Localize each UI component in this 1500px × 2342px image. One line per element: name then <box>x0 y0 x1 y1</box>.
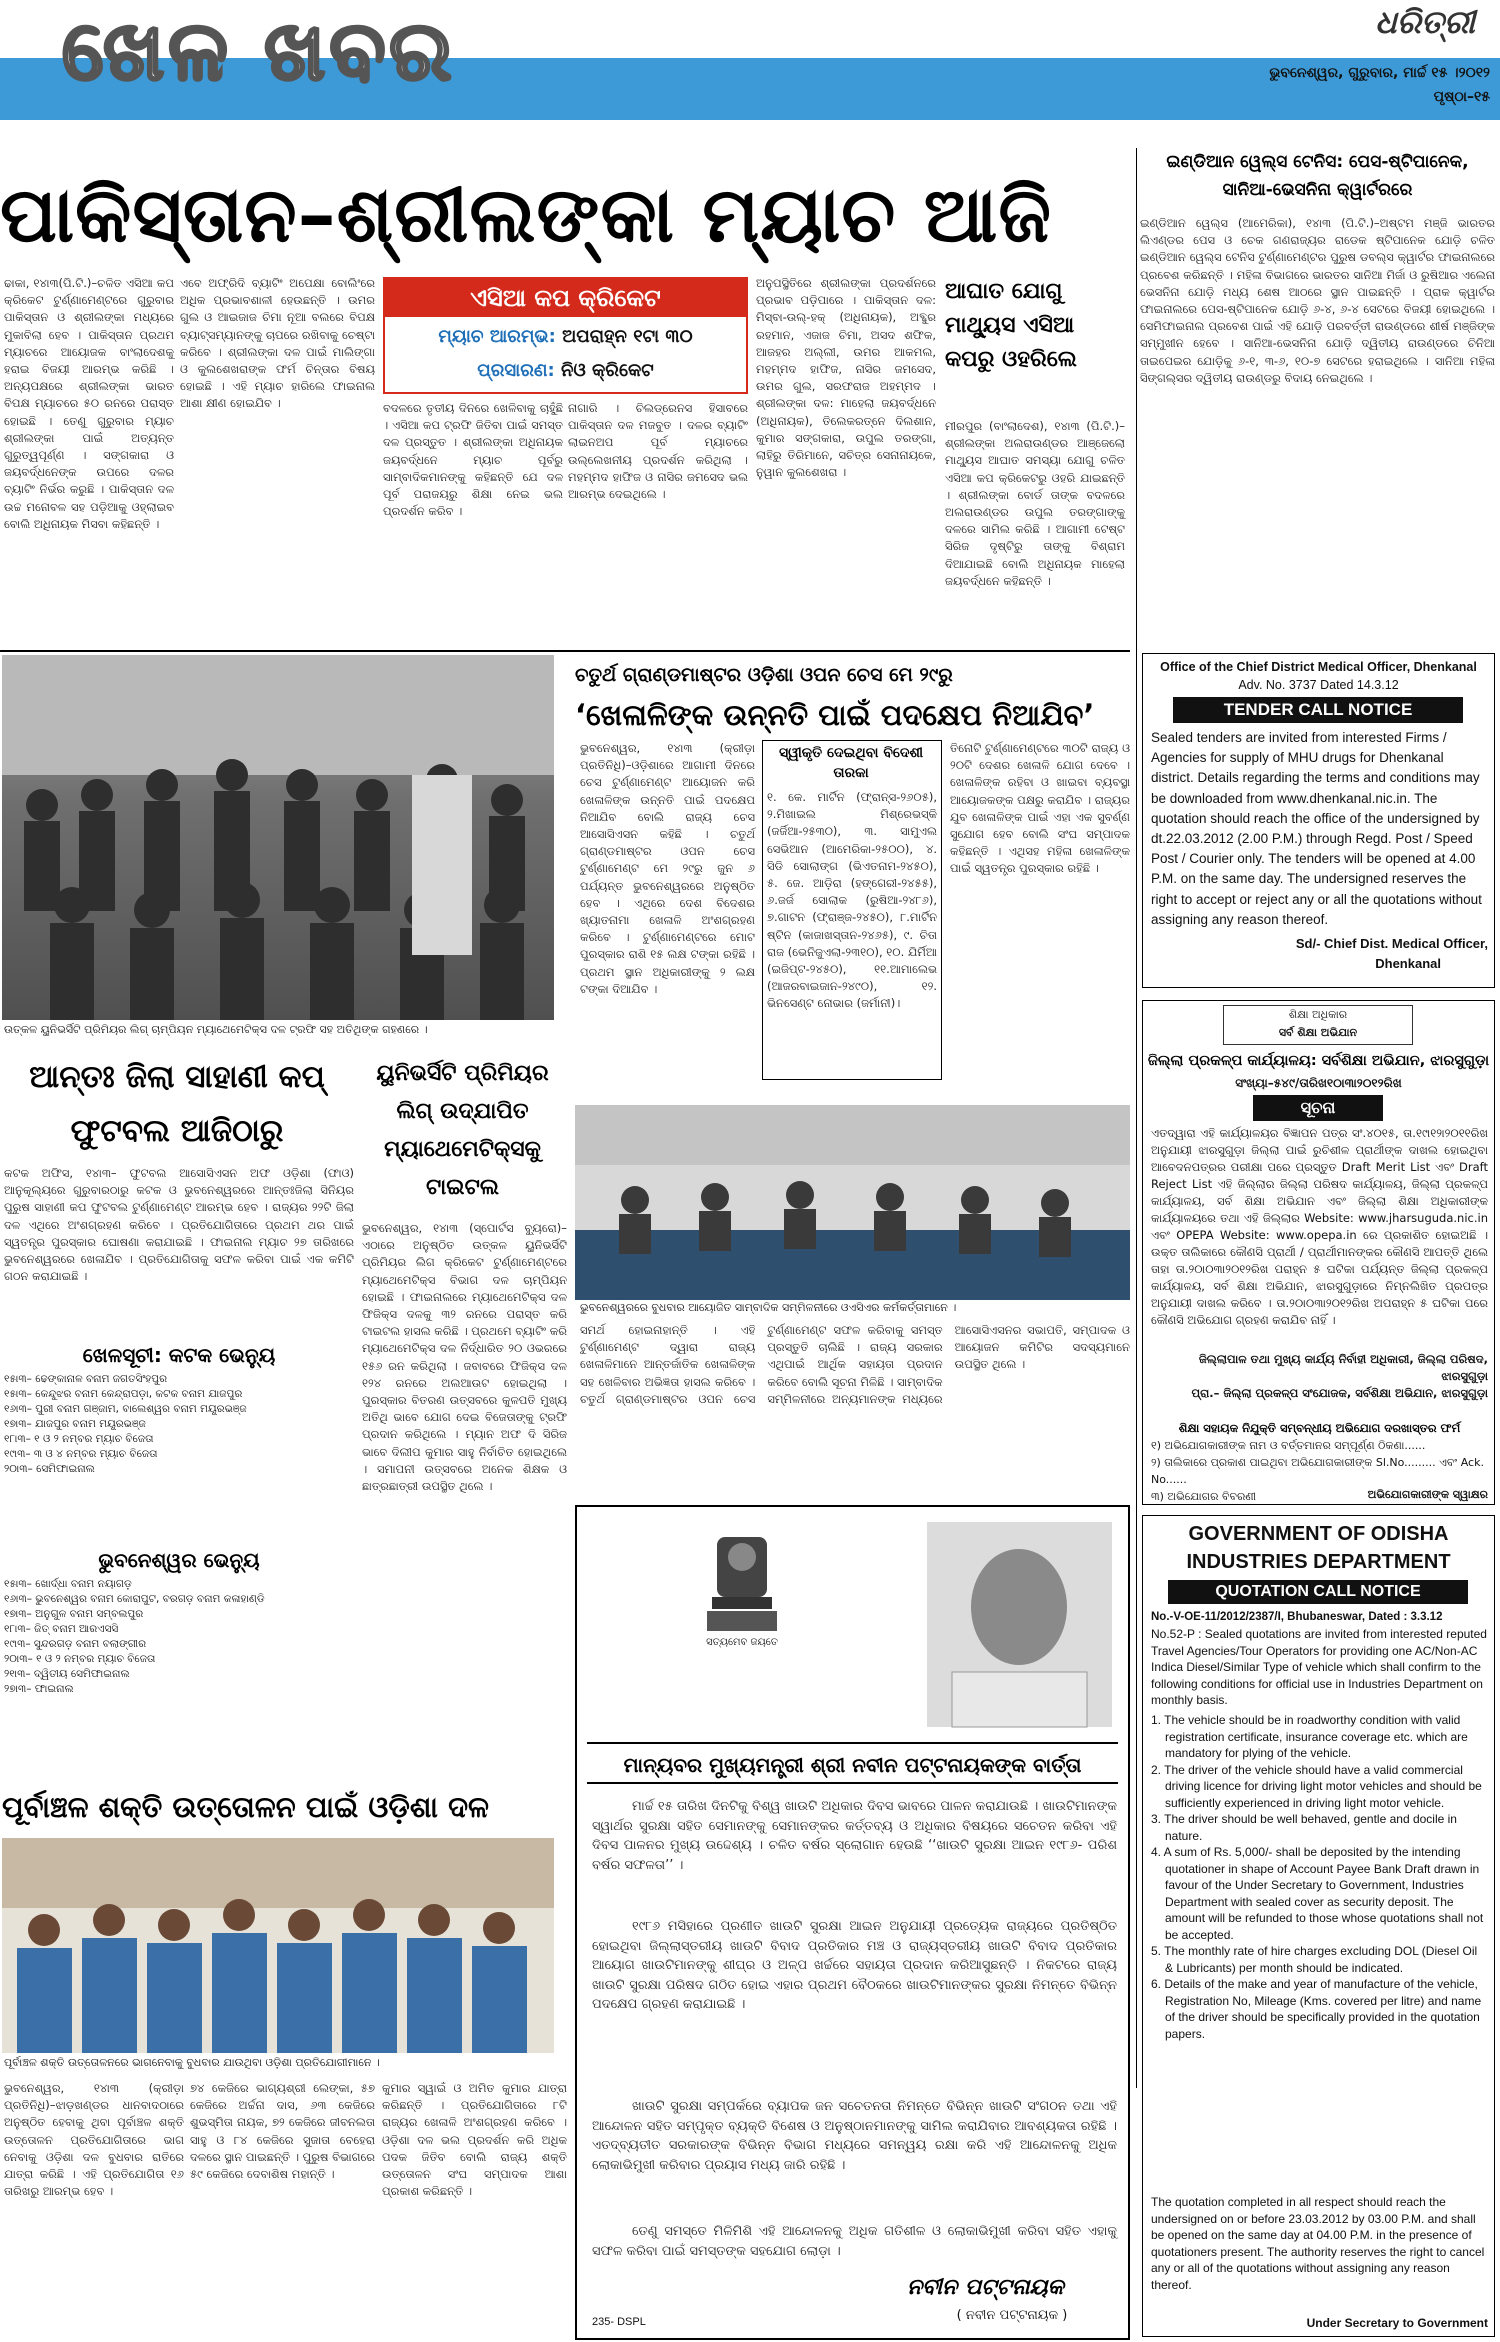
list-item: ୧୭ା୩– ଅନୁଗୁଳ ବନାମ ସମ୍ବଲପୁର <box>4 1608 144 1620</box>
tender-sign-1: Sd/- Chief Dist. Medical Officer, <box>1295 936 1488 951</box>
ssa-logo <box>1223 1005 1413 1045</box>
venue2-title: ଭୁବନେଶ୍ୱର ଭେନ୍ୟୁ <box>98 1548 260 1572</box>
list-item: ୨୦ା୩– ସେମିଫାଇନାଲ <box>4 1463 95 1475</box>
eastern-col3: କୁମାର ସ୍ୱାଇଁ ଓ ଅମିତ କୁମାର ଯାତ୍ରା କରିଛନ୍ତି । ପ୍ରତିଯୋଗିତାରେ ୮ଟି ରାଜ୍ୟର ଖେଳାଳି ଅଂଶଗ୍ରହଣ କରିବେ । ଓଡ଼ିଶା ଦଳ ଭଲ ପ୍ରଦର୍ଶନ କରି ଅଧିକ ପଦକ ଜିତିବ ବୋଲି ରାଜ୍ୟ ଶକ୍ତି ଉତ୍ତୋଳନ ସଂଘ ସମ୍ପାଦକ ଆଶା ପ୍ରକାଶ କରିଛନ୍ତି । <box>382 2081 567 2199</box>
cm-message-ad <box>575 1505 1130 2340</box>
list-item: ୧୬ା୩– ଭୁବନେଶ୍ୱର ବନାମ କୋରାପୁଟ, ବରଗଡ଼ ବନାମ କଳାହାଣ୍ଡି <box>4 1593 265 1605</box>
list-item: ୧୫ା୩– ଢେଙ୍କାନାଳ ବନାମ ଜଗତସିଂହପୁର <box>4 1373 168 1385</box>
cup-box-broadcast <box>385 355 746 387</box>
quotation-sign: Under Secretary to Government <box>1306 2316 1488 2330</box>
cup-box-start <box>385 321 746 353</box>
football-body: କଟକ ଅଫିସ, ୧୪ା୩– ଫୁଟବଲ ଆସୋସିଏସନ ଅଫ ଓଡ଼ିଶା (ଫାଓ) ଆନୁକୂଲ୍ୟରେ ଗୁରୁବାରଠାରୁ କଟକ ଓ ଭୁବନେଶ୍ୱରରେ ଆନ୍ତଃଜିଲା ସିନିୟର ପୁରୁଷ ସାହାଣୀ କପ ଫୁଟବଲ ଟୁର୍ଣ୍ଣାମେଣ୍ଟ ଆରମ୍ଭ ହେବ । ରାଜ୍ୟର ୨୨ଟି ଜିଲା ଦଳ ଏଥିରେ ଅଂଶଗ୍ରହଣ କରିବେ । ପ୍ରତିଯୋଗିତାରେ ପ୍ରଥମ ଥର ପାଇଁ ସ୍ୱତନ୍ତ୍ର ପୁରସ୍କାର ଘୋଷଣା କରାଯାଇଛି । ଫାଇନାଲ ମ୍ୟାଚ ୨୭ ତାରିଖରେ ଭୁବନେଶ୍ୱରରେ ଖେଳାଯିବ । ପ୍ରତିଯୋଗିତାକୁ ସଫଳ କରିବା ପାଇଁ ଏକ କମିଟି ଗଠନ କରାଯାଇଛି । <box>4 1166 354 1284</box>
tender-office: Office of the Chief District Medical Officer, Dhenkanal <box>1160 660 1477 674</box>
lead-body-col1: ଢାକା, ୧୪ା୩(ପି.ଟି.)–ଚଳିତ ଏସିଆ କପ କ୍ରିକେଟ ଟୁର୍ଣ୍ଣାମେଣ୍ଟରେ ଗୁରୁବାର ପାକିସ୍ତାନ ଓ ଶ୍ରୀଲଙ୍କା ମଧ୍ୟରେ ମୁକାବିଲା ହେବ । ପାକିସ୍ତାନ ପ୍ରଥମ ମ୍ୟାଚରେ ଆୟୋଜକ ବାଂଲାଦେଶକୁ ହରାଇ ବିଜୟୀ ଆରମ୍ଭ କରିଛି । ଅନ୍ୟପକ୍ଷରେ ଶ୍ରୀଲଙ୍କା ଭାରତ ବିପକ୍ଷ ମ୍ୟାଚରେ ୫୦ ରନରେ ପରାସ୍ତ ହୋଇଛି । ତେଣୁ ଗୁରୁବାର ମ୍ୟାଚ ଶ୍ରୀଲଙ୍କା ପାଇଁ ଅତ୍ୟନ୍ତ ଗୁରୁତ୍ୱପୂର୍ଣ୍ଣ । ସଙ୍ଗକାରା ଓ ଜୟବର୍ଦ୍ଧନେଙ୍କ ଉପରେ ଦଳର ବ୍ୟାଟିଂ ନିର୍ଭର କରୁଛି । ପାକିସ୍ତାନ ଦଳ ଉଚ୍ଚ ମନୋବଳ ସହ ପଡ଼ିଆକୁ ଓହ୍ଲାଇବ ବୋଲି ଅଧିନାୟକ ମିସବା କହିଛନ୍ତି । <box>4 276 174 531</box>
masthead <box>0 0 1500 125</box>
venue2-list <box>4 1577 354 1757</box>
dateline: ଭୁବନେଶ୍ୱର, ଗୁରୁବାର, ମାର୍ଚ୍ଚ ୧୫ ।୨୦୧୨ <box>1269 65 1490 81</box>
champions-photo-figures <box>2 655 554 1020</box>
eastern-caption: ପୂର୍ବାଞ୍ଚଳ ଶକ୍ତି ଉତ୍ତୋଳନରେ ଭାଗନେବାକୁ ବୁଧବାର ଯାଉଥିବା ଓଡ଼ିଶା ପ୍ରତିଯୋଗୀମାନେ । <box>4 2056 380 2069</box>
brand-logo: ଧରିତ୍ରୀ <box>1375 3 1475 41</box>
list-item: ୧୯ା୩– ସୁନ୍ଦରଗଡ଼ ବନାମ ବଲାଙ୍ଗୀର <box>4 1638 147 1650</box>
list-item: 5. The monthly rate of hire charges excluding DOL (Diesel Oil & Lubricants) per month should be indicated. <box>1151 1944 1478 1975</box>
ssa-form-title: ଶିକ୍ଷା ସହାୟକ ନିଯୁକ୍ତି ସମ୍ବନ୍ଧୀୟ ଅଭିଯୋଗ ଦରଖାସ୍ତର ଫର୍ମ <box>1178 1421 1461 1435</box>
cm-headline: ମାନ୍ୟବର ମୁଖ୍ୟମନ୍ତ୍ରୀ ଶ୍ରୀ ନବୀନ ପଟ୍ଟନାୟକଙ୍କ ବାର୍ତ୍ତା <box>587 1742 1118 1784</box>
lead-body-col5: ଅନୁପସ୍ଥିତିରେ ଶ୍ରୀଲଙ୍କା ପ୍ରଦର୍ଶନରେ ପ୍ରଭାବ ପଡ଼ିପାରେ । ପାକିସ୍ତାନ ଦଳ: ମିସ୍‌ବା-ଉଲ୍‌-ହକ୍ (ଅଧିନାୟକ), ଅବ୍ଦୁର ରହମାନ, ଏଜାଜ ଚିମା, ଅସଦ ଶଫିକ, ଆଜହର ଅଲ୍ଲୀ, ଉମର ଆକମଲ, ମହମ୍ମଦ ହାଫିଜ, ନାସିର ଜମସେଦ, ଉମର ଗୁଲ, ସରଫରାଜ ଅହମ୍ମଦ । ଶ୍ରୀଲଙ୍କା ଦଳ: ମାହେଲା ଜୟବର୍ଦ୍ଧନେ (ଅଧିନାୟକ), ତିଲେକରତ୍ନେ ଦିଲଶାନ, କୁମାର ସଙ୍ଗକାରା, ଉପୁଲ ତରଙ୍ଗା, ଲାହିରୁ ତିରିମାନେ, ସଚିତ୍ର ସେନାନାୟକେ, ନୁୱାନ କୁଲଶେଖରା । <box>756 276 936 480</box>
foreign-stars-title: ସ୍ୱୀକୃତି ଦେଇଥିବା ବିଦେଶୀ ତାରକା <box>779 745 923 781</box>
eastern-team-photo <box>2 1838 554 2053</box>
team-photo-figures <box>2 1838 554 2053</box>
divider <box>1136 148 1137 2088</box>
venue1-title: ଖେଳସୂଚୀ: କଟକ ଭେନ୍ୟୁ <box>82 1343 276 1367</box>
quotation-govt: GOVERNMENT OF ODISHA <box>1188 1523 1449 1545</box>
matthews-body: ମୀରପୁର (ବାଂଲାଦେଶ), ୧୪ା୩ (ପି.ଟି.)–ଶ୍ରୀଲଙ୍କା ଅଲରାଉଣ୍ଡର ଆଞ୍ଜେଲୋ ମାଥ୍ୟୁସ ଆଘାତ ସମସ୍ୟା ଯୋଗୁ ଚଳିତ ଏସିଆ କପ କ୍ରିକେଟରୁ ଓହରି ଯାଇଛନ୍ତି । ଶ୍ରୀଲଙ୍କା ବୋର୍ଡ ତାଙ୍କ ବଦଳରେ ଅଲରାଉଣ୍ଡର ଉପୁଲ ତରଙ୍ଗାଙ୍କୁ ଦଳରେ ସାମିଲ କରିଛି । ଆଗାମୀ ଟେଷ୍ଟ ସିରିଜ ଦୃଷ୍ଟିରୁ ତାଙ୍କୁ ବିଶ୍ରାମ ଦିଆଯାଇଛି ବୋଲି ଅଧିନାୟକ ମାହେଲା ଜୟବର୍ଦ୍ଧନେ କହିଛନ୍ତି । <box>945 419 1125 588</box>
list-item: ୨୧ା୩– ଦ୍ୱିତୀୟ ସେମିଫାଇନାଲ <box>4 1668 130 1680</box>
page-number: ପୃଷ୍ଠା–୧୫ <box>1433 89 1490 105</box>
emblem-icon <box>697 1527 787 1652</box>
champions-photo <box>2 655 554 1020</box>
list-item: ୧୯ା୩– ୩ ଓ ୪ ନମ୍ବର ମ୍ୟାଚ ବିଜେତା <box>4 1448 158 1460</box>
tender-adv-no: Adv. No. 3737 Dated 14.3.12 <box>1238 678 1399 692</box>
cm-signer: ( ନବୀନ ପଟ୍ଟନାୟକ ) <box>956 2308 1068 2323</box>
ssa-notice-label: ସୂଚନା <box>1253 1095 1383 1121</box>
lead-headline: ପାକିସ୍ତାନ–ଶ୍ରୀଲଙ୍କା ମ୍ୟାଚ ଆଜି <box>0 170 1052 259</box>
portrait-graphic <box>927 1522 1112 1727</box>
venue1-list <box>4 1372 354 1572</box>
grandmaster-lower: ସମର୍ଥ ହୋଇନାହାନ୍ତି । ଏହି ଟୁର୍ଣ୍ଣାମେଣ୍ଟ ଦ୍ୱାରା ରାଜ୍ୟ ଖେଳାଳିମାନେ ଆନ୍ତର୍ଜାତିକ ଖେଳାଳିଙ୍କ ସହ ଖେଳିବାର ଅଭିଜ୍ଞତା ହାସଲ କରିବେ । ଚତୁର୍ଥ ଗ୍ରାଣ୍ଡମାଷ୍ଟର ଓପନ ଚେସ ଟୁର୍ଣ୍ଣାମେଣ୍ଟ ସଫଳ କରିବାକୁ ସମସ୍ତ ପ୍ରସ୍ତୁତି ଚାଲିଛି । ରାଜ୍ୟ ସରକାର ଏଥିପାଇଁ ଆର୍ଥିକ ସହାୟତା ପ୍ରଦାନ କରିବେ ବୋଲି ସୂଚନା ମିଳିଛି । ସାମ୍ବାଦିକ ସମ୍ମିଳନୀରେ ଅନ୍ୟମାନଙ୍କ ମଧ୍ୟରେ ଆସୋସିଏସନର ସଭାପତି, ସମ୍ପାଦକ ଓ ଆୟୋଜନ କମିଟିର ସଦସ୍ୟମାନେ ଉପସ୍ଥିତ ଥିଲେ । <box>580 1323 1130 1406</box>
list-item: 3. The driver should be well behaved, gentle and docile in nature. <box>1151 1812 1457 1843</box>
divider <box>0 650 1130 652</box>
quotation-notice <box>1142 1515 1495 2337</box>
foreign-stars-body: ୧. କେ. ମାର୍ଟିନ (ଫ୍ରାନ୍ସ-୨୬୦୫), ୨.ମିଖାଇଲ ମିଶ୍ରେଭସ୍କି (ଜର୍ଜିଆ-୨୫୩୦), ୩. ସାମୁଏଲ ସେଭିଆନ (ଆମେରିକା-୨୫୦୦), ୪. ସିଡି ସୋଲାଙ୍ଗ (ଭିଏତନାମ-୨୪୫୦), ୫. ଜେ. ଆଡ଼ିରା (ହଙ୍ଗେରୀ-୨୪୫୫), ୬.ଜର୍ଜ ସୋଲାକ (ରୁଷିଆ-୨୪୮୬), ୭.ଗାଟନ (ଫ୍ରାଞ୍ଜ-୨୪୫୦), ୮.ମାର୍ଟିନ ଷ୍ଟିନ (କାଜାଖସ୍ତାନ-୨୪୬୫), ୯. ଚିତା ରାଜ (ଭେନିଜୁଏଲା-୨୩୧୦), ୧୦. ଯିର୍ମିଆ (ଇଜିପ୍ଟ-୨୪୫୦), ୧୧.ଆମାଲେଭ (ଆଜରବାଇଜାନ-୨୪୯୦), ୧୨. ଭିନସେଣ୍ଟ ନୋଭାର (ଜର୍ମାନୀ)। <box>767 790 937 1011</box>
cm-paragraph-2: ୧୯୮୬ ମସିହାରେ ପ୍ରଣୀତ ଖାଉଟି ସୁରକ୍ଷା ଆଇନ ଅନୁଯାୟୀ ପ୍ରତ୍ୟେକ ରାଜ୍ୟରେ ପ୍ରତିଷ୍ଠିତ ହୋଇଥିବା ଜିଲ୍ଲାସ୍ତରୀୟ ଖାଉଟି ବିବାଦ ପ୍ରତିକାର ମଞ୍ଚ ଓ ରାଜ୍ୟସ୍ତରୀୟ ଖାଉଟି ବିବାଦ ପ୍ରତିକାର ଆୟୋଗ ଖାଉଟିମାନଙ୍କୁ ଶୀଘ୍ର ଓ ଅଳ୍ପ ଖର୍ଚ୍ଚରେ ସହାୟତା ପ୍ରଦାନ କରିଆସୁଛନ୍ତି । ନିକଟରେ ରାଜ୍ୟ ଖାଉଟି ସୁରକ୍ଷା ପରିଷଦ ଗଠିତ ହୋଇ ଏହାର ପ୍ରଥମ ବୈଠକରେ ଖାଉଟିମାନଙ୍କର ସୁରକ୍ଷା ନିମନ୍ତେ ବିଭିନ୍ନ ପଦକ୍ଷେପ ଗ୍ରହଣ କରାଯାଇଛି । <box>592 1919 1117 2012</box>
quotation-closing: The quotation completed in all respect should reach the undersigned on or before 23.03.2012 by 03.00 P.M. and shall be opened on the same day at 04.00 P.M. in the presence of quotationers present. The authority reserves the right to cancel any or all of the quotations without assigning any reason thereof. <box>1151 2195 1485 2292</box>
ssa-logo-line1: ଶିକ୍ଷା ଅଧିକାର <box>1288 1008 1348 1021</box>
list-item: ୧୮ା୩– ୧ ଓ ୨ ନମ୍ବର ମ୍ୟାଚ ବିଜେତା <box>4 1433 154 1445</box>
list-item: ୨୭ା୩– ଫାଇନାଲ <box>4 1683 74 1695</box>
lead-body-col2: ଏବେ ଅଫ୍ରିଦି ବ୍ୟାଟିଂ ଅପେକ୍ଷା ବୋଲିଂରେ ଅଧିକ ପ୍ରଭାବଶାଳୀ ହେଉଛନ୍ତି । ଉମର ଗୁଲ ଓ ଆଇଜାଜ ଚିମା ନୂଆ ବଲରେ ବିପକ୍ଷ ବ୍ୟାଟ୍ସମ୍ୟାନଙ୍କୁ ଚାପରେ ରଖିବାକୁ ଚେଷ୍ଟା କରିବେ । ଶ୍ରୀଲଙ୍କା ଦଳ ପାଇଁ ମାଲିଙ୍ଗା ଓ କୁଲଶେଖରାଙ୍କ ଫର୍ମ ଚିନ୍ତାର ବିଷୟ ହୋଇଛି । ଏହି ମ୍ୟାଚ ହାରିଲେ ଫାଇନାଲ ଆଶା କ୍ଷୀଣ ହୋଇଯିବ । <box>180 276 375 411</box>
list-item: ୧୫ା୩– କେନ୍ଦୁଝର ବନାମ କେନ୍ଦ୍ରାପଡ଼ା, କଟକ ବନାମ ଯାଜପୁର <box>4 1388 243 1400</box>
tender-notice <box>1142 653 1495 988</box>
cup-box-title: ଏସିଆ କପ କ୍ରିକେଟ <box>385 279 746 317</box>
list-item: ୧୬ା୩– ପୁରୀ ବନାମ ଗଞ୍ଜାମ, ବାଲେଶ୍ୱର ବନାମ ମୟୂରଭଞ୍ଜ <box>4 1403 247 1415</box>
eastern-headline: ପୂର୍ବାଞ୍ଚଳ ଶକ୍ତି ଉତ୍ତୋଳନ ପାଇଁ ଓଡ଼ିଶା ଦଳ <box>2 1790 489 1824</box>
quotation-title: QUOTATION CALL NOTICE <box>1168 1580 1468 1604</box>
ssa-notice <box>1142 1000 1495 1505</box>
list-item: ୧୭ା୩– ଯାଜପୁର ବନାମ ମୟୂରଭଞ୍ଜ <box>4 1418 146 1430</box>
ssa-sign-1: ଜିଲ୍ଲାପାଳ ତଥା ମୁଖ୍ୟ କାର୍ଯ୍ୟ ନିର୍ବାହୀ ଅଧିକାରୀ, ଜିଲ୍ଲା ପରିଷଦ, ଝାରସୁଗୁଡ଼ା <box>1198 1352 1488 1383</box>
cup-info-box <box>383 277 748 394</box>
lead-body-col4: ନାଗାରି । ଚିଲଡ୍ରେନସ ହିସାବରେ ପାକିସ୍ତାନ ଦଳ ମଜବୁତ । ଦଳର ବ୍ୟାଟିଂ ଲାଇନଅପ ପୂର୍ବ ମ୍ୟାଚରେ ଉଲ୍ଲେଖନୀୟ ପ୍ରଦର୍ଶନ କରିଥିଲା । ମହମ୍ମଦ ହାଫିଜ ଓ ନାସିର ଜମସେଦ ଭଲ ଆରମ୍ଭ ଦେଇଥିଲେ । <box>568 401 748 502</box>
emblem-caption: ସତ୍ୟମେବ ଜୟତେ <box>706 1637 778 1648</box>
emblem-graphic <box>697 1527 787 1637</box>
list-item: 1. The vehicle should be in roadworthy condition with valid registration certificate, insurance coverage etc. which are mandatory for plying of the vehicle. <box>1151 1713 1468 1760</box>
list-item: 4. A sum of Rs. 5,000/- shall be deposited by the intending quotationer in shape of Account Payee Bank Draft drawn in favour of the Under Secretary to Government, Industries Department with sealed cover as security deposit. The amount will be refunded to those whose quotations shall not be accepted. <box>1151 1845 1484 1942</box>
ssa-ref: ସଂଖ୍ୟା–୫୪୯/ତାରିଖ୧୦ା୩ା୨୦୧୨ରିଖ <box>1235 1076 1402 1090</box>
cm-signature: ନବୀନ ପଟ୍ଟନାୟକ <box>907 2275 1064 2300</box>
eastern-col2: ୭୪ କେଜିରେ ଭାଗ୍ୟଶ୍ରୀ ଲେଙ୍କା, ୫୭ କେଜିରେ ଅର୍ଚ୍ଚନା ଦାସ, ୬୩ କେଜିରେ ଶୁଭସ୍ମିତା ନାୟକ, ୭୨ କେଜିରେ ଜୀବନଲତା ସାହୁ ଓ ୮୪ କେଜିରେ ସୁଜାତା ବେହେରା ଦଳରେ ସ୍ଥାନ ପାଇଛନ୍ତି । ପୁରୁଷ ବିଭାଗରେ ୫୯ କେଜିରେ ଦେବାଶିଷ ମହାନ୍ତି । <box>190 2081 375 2182</box>
chess-press-photo <box>575 1105 1130 1300</box>
cm-paragraph-1: ମାର୍ଚ୍ଚ ୧୫ ତାରିଖ ଦିନଟିକୁ ବିଶ୍ୱ ଖାଉଟି ଅଧିକାର ଦିବସ ଭାବରେ ପାଳନ କରାଯାଉଛି । ଖାଉଟିମାନଙ୍କ ସ୍ୱାର୍ଥର ସୁରକ୍ଷା ସହିତ ସେମାନଙ୍କୁ ସେମାନଙ୍କର କର୍ତ୍ତବ୍ୟ ଓ ଅଧିକାର ବିଷୟରେ ସଚେତନ କରିବା ଏହି ଦିବସ ପାଳନର ମୁଖ୍ୟ ଉଦ୍ଦେଶ୍ୟ । ଚଳିତ ବର୍ଷର ସ୍ଲୋଗାନ ହେଉଛି ‘‘ଖାଉଟି ସୁରକ୍ଷା ଆଇନ ୧୯୮୬- ପରିଶ ବର୍ଷର ସଫଳତା’’ । <box>592 1799 1117 1873</box>
cup-box-start-value: ଅପରାହ୍ନ ୧ଟା ୩୦ <box>562 326 693 347</box>
ssa-body: ଏତଦ୍ୱାରା ଏହି କାର୍ଯ୍ୟାଳୟର ବିଜ୍ଞାପନ ପତ୍ର ସଂ.୪୦୧୫, ତା.୧୯ା୧୨ା୨୦୧୧ରିଖ ଅନୁଯାୟୀ ଝାରସୁଗୁଡ଼ା ଜିଲ୍ଲା ପାଇଁ ରୁଚିଶୀଳ ପ୍ରାର୍ଥୀଙ୍କ ଦାଖଲ ହୋଇଥିବା ଆବେଦନପତ୍ରର ପରୀକ୍ଷା ପରେ ପ୍ରସ୍ତୁତ Draft Merit List ଏବଂ Draft Reject List ଏହି ଜିଲ୍ଲାର ଜିଲ୍ଲା ପରିଷଦ କାର୍ଯ୍ୟାଳୟ, ଜିଲ୍ଲା ପ୍ରକଳ୍ପ କାର୍ଯ୍ୟାଳୟ, ସର୍ବ ଶିକ୍ଷା ଅଭିଯାନ ଏବଂ ଜିଲ୍ଲା ଶିକ୍ଷା ଅଧିକାରୀଙ୍କ କାର୍ଯ୍ୟାଳୟରେ ତଥା ଏହି ଜିଲ୍ଲାର Website: www.jharsuguda.nic.in ଏବଂ OPEPA Website: www.opepa.in ରେ ପ୍ରକାଶିତ ହୋଇଅଛି । ଉକ୍ତ ତାଲିକାରେ କୌଣସି ପ୍ରାର୍ଥୀ / ପ୍ରାର୍ଥୀମାନଙ୍କର କୌଣସି ଆପତ୍ତି ଥିଲେ ତାହା ତା.୨୦ା୦୩ା୨୦୧୨ରିଖ ପରାହ୍ନ ୫ ଘଟିକା ପର୍ଯ୍ୟନ୍ତ ଜିଲ୍ଲା ପ୍ରକଳ୍ପ କାର୍ଯ୍ୟାଳୟ, ସର୍ବ ଶିକ୍ଷା ଅଭିଯାନ, ଝାରସୁଗୁଡ଼ାରେ ନିମ୍ନଲିଖିତ ପ୍ରପତ୍ର ଅନୁଯାୟୀ ଦାଖଲ କରିବେ । ତା.୨୦ା୦୩ା୨୦୧୨ରିଖ ଅପରାହ୍ନ ୫ ଘଟିକା ପରେ କୌଣସି ଅଭିଯୋଗ ଗ୍ରହଣ କରାଯିବ ନାହିଁ । <box>1151 1126 1488 1327</box>
tender-sign-2: Dhenkanal <box>1375 956 1441 971</box>
quotation-ref: No.-V-OE-11/2012/2387/I, Bhubaneswar, Dated : 3.3.12 <box>1151 1611 1443 1623</box>
university-headline: ୟୁନିଭର୍ସିଟି ପ୍ରିମିୟର ଲିଗ୍ ଉଦ୍‌ଯାପିତ ମ୍ୟାଥେମେଟିକ୍ସକୁ ଟାଇଟଲ <box>376 1061 549 1200</box>
ssa-logo-line2: ସର୍ବ ଶିକ୍ଷା ଅଭିଯାନ <box>1278 1026 1358 1039</box>
list-item: ୨) ତାଲିକାରେ ପ୍ରକାଶ ପାଇଥିବା ଅଭିଯୋଗକାରୀଙ୍କ Sl.No......... ଏବଂ Ack. No...... <box>1151 1456 1484 1486</box>
list-item: ୧) ଅଭିଯୋଗକାରୀଙ୍କ ନାମ ଓ ବର୍ତ୍ତମାନର ସମ୍ପୂର୍ଣ୍ଣ ଠିକଣା...... <box>1151 1439 1426 1452</box>
tennis-body: ଇଣ୍ଡିଆନ ୱେଲ୍ସ (ଆମେରିକା), ୧୪ା୩ (ପି.ଟି.)–ଅଷ୍ଟମ ମଞ୍ଜି ଭାରତର ଲିଏଣ୍ଡର ପେସ ଓ ଚେକ ଗଣରାଜ୍ୟର ରାଡେକ ଷ୍ଟିପାନେକ ଯୋଡ଼ି ଚଳିତ ଇଣ୍ଡିଆନ ୱେଲ୍ସ ଟେନିସ ଟୁର୍ଣ୍ଣାମେଣ୍ଟର ପୁରୁଷ ଡବଲ୍ସ କ୍ୱାର୍ଟର ଫାଇନାଲରେ ପ୍ରବେଶ କରିଛନ୍ତି । ମହିଳା ବିଭାଗରେ ଭାରତର ସାନିଆ ମିର୍ଜା ଓ ରୁଷିଆର ଏଲେନା ଭେସନିନା ଯୋଡ଼ି ମଧ୍ୟ ଶେଷ ଆଠରେ ସ୍ଥାନ ପାଇଛନ୍ତି । ପ୍ରାକ କ୍ୱାର୍ଟର ଫାଇନାଲରେ ପେସ-ଷ୍ଟିପାନେକ ଯୋଡ଼ି ୬-୪, ୬-୪ ସେଟରେ ବିଜୟୀ ହୋଇଥିଲେ । ସେମିଫାଇନାଲ ପ୍ରବେଶ ପାଇଁ ଏହି ଯୋଡ଼ି ପରବର୍ତ୍ତୀ ରାଉଣ୍ଡରେ ଶୀର୍ଷ ମଞ୍ଜିଙ୍କ ସମ୍ମୁଖୀନ ହେବେ । ସାନିଆ-ଭେସନିନା ଯୋଡ଼ି ଦ୍ୱିତୀୟ ରାଉଣ୍ଡରେ ଚିନିଆ ତାଇପେଇର ଯୋଡ଼ିକୁ ୬-୧, ୩-୬, ୧୦-୭ ସେଟରେ ହରାଇଥିଲେ । ସାନିଆ ମହିଳା ସିଙ୍ଗଲ୍ସର ଦ୍ୱିତୀୟ ରାଉଣ୍ଡରୁ ବିଦାୟ ନେଇଥିଲେ । <box>1140 216 1495 385</box>
quotation-dept: INDUSTRIES DEPARTMENT <box>1186 1551 1451 1573</box>
cm-paragraph-4: ତେଣୁ ସମସ୍ତେ ମିଳିମିଶି ଏହି ଆନ୍ଦୋଳନକୁ ଅଧିକ ଗତିଶୀଳ ଓ ଲୋକାଭିମୁଖୀ କରିବା ସହିତ ଏହାକୁ ସଫଳ କରିବା ପାଇଁ ସମସ୍ତଙ୍କ ସହଯୋଗ ଲୋଡ଼ା । <box>592 2224 1117 2259</box>
football-headline: ଆନ୍ତଃ ଜିଲା ସାହାଣୀ କପ୍ ଫୁଟବଲ ଆଜିଠାରୁ <box>29 1059 325 1149</box>
cm-portrait <box>927 1522 1112 1727</box>
tender-title: TENDER CALL NOTICE <box>1173 697 1463 723</box>
grandmaster-col1: ଭୁବନେଶ୍ୱର, ୧୪ା୩ (କ୍ରୀଡ଼ା ପ୍ରତିନିଧି)–ଓଡ଼ିଶାରେ ଆଗାମୀ ଦିନରେ ଚେସ ଟୁର୍ଣ୍ଣାମେଣ୍ଟ ଆୟୋଜନ କରି ଖେଳାଳିଙ୍କ ଉନ୍ନତି ପାଇଁ ପଦକ୍ଷେପ ନିଆଯିବ ବୋଲି ରାଜ୍ୟ ଚେସ ଆସୋସିଏସନ କହିଛି । ଚତୁର୍ଥ ଗ୍ରାଣ୍ଡମାଷ୍ଟର ଓପନ ଚେସ ଟୁର୍ଣ୍ଣାମେଣ୍ଟ ମେ ୨୯ରୁ ଜୁନ ୬ ପର୍ଯ୍ୟନ୍ତ ଭୁବନେଶ୍ୱରରେ ଅନୁଷ୍ଠିତ ହେବ । ଏଥିରେ ଦେଶ ବିଦେଶର ଖ୍ୟାତନାମା ଖେଳାଳି ଅଂଶଗ୍ରହଣ କରିବେ । ଟୁର୍ଣ୍ଣାମେଣ୍ଟରେ ମୋଟ ପୁରସ୍କାର ରାଶି ୧୫ ଲକ୍ଷ ଟଙ୍କା ରହିଛି । ପ୍ରଥମ ସ୍ଥାନ ଅଧିକାରୀଙ୍କୁ ୨ ଲକ୍ଷ ଟଙ୍କା ଦିଆଯିବ । <box>580 741 755 996</box>
grandmaster-kicker: ଚତୁର୍ଥ ଗ୍ରାଣ୍ଡମାଷ୍ଟର ଓଡ଼ିଶା ଓପନ ଚେସ ମେ ୨୯ରୁ <box>575 664 953 686</box>
eastern-col1: ଭୁବନେଶ୍ୱର, ୧୪ା୩ (କ୍ରୀଡ଼ା ପ୍ରତିନିଧି)–ଝାଡ଼ଖଣ୍ଡର ଧାନବାଦଠାରେ ଅନୁଷ୍ଠିତ ହେବାକୁ ଥିବା ପୂର୍ବାଞ୍ଚଳ ଶକ୍ତି ଉତ୍ତୋଳନ ପ୍ରତିଯୋଗିତାରେ ଭାଗ ନେବାକୁ ଓଡ଼ିଶା ଦଳ ବୁଧବାର ରାତିରେ ଯାତ୍ରା କରିଛି । ଏହି ପ୍ରତିଯୋଗିତା ୧୬ ତାରିଖରୁ ଆରମ୍ଭ ହେବ । <box>4 2081 184 2199</box>
list-item: ୧୫ା୩– ଖୋର୍ଦ୍ଧା ବନାମ ନୟାଗଡ଼ <box>4 1578 132 1590</box>
ssa-sign-2: ପ୍ରା.– ଜିଲ୍ଲା ପ୍ରକଳ୍ପ ସଂଯୋଜକ, ସର୍ବଶିକ୍ଷା ଅଭିଯାନ, ଝାରସୁଗୁଡ଼ା <box>1191 1386 1488 1400</box>
section-title: ଖେଳ ଖବର <box>62 4 456 99</box>
list-item: 6. Details of the make and year of manufacture of the vehicle, Registration No, Mileage (Kms. covered per litre) and name of the driver should be specifically provided in the quotation papers. <box>1151 1977 1482 2041</box>
matthews-headline: ଆଘାତ ଯୋଗୁ ମାଥ୍ୟୁସ ଏସିଆ କପରୁ ଓହରିଲେ <box>945 279 1077 372</box>
champions-caption: ଉତ୍କଳ ୟୁନିଭର୍ସିଟି ପ୍ରିମିୟର ଲିଗ୍ ଚାମ୍ପିୟନ ମ୍ୟାଥେମେଟିକ୍ସ ଦଳ ଟ୍ରଫି ସହ ଅତିଥିଙ୍କ ଗହଣରେ । <box>4 1023 428 1036</box>
quotation-conditions <box>1151 1712 1488 2172</box>
tender-body: Sealed tenders are invited from interested Firms / Agencies for supply of MHU drugs for Dhenkanal district. Details regarding the terms and conditions may be downloaded from www.dhenkanal.nic.in. The quotation should reach the office of the undersigned by dt.22.03.2012 (2.00 P.M.) through Regd. Post / Speed Post / Courier only. The tenders will be opened at 4.00 P.M. on the same day. The undersigned reserves the right to accept or reject any or all the quotations without assigning any reason thereof. <box>1151 730 1482 927</box>
grandmaster-headline: ‘ଖେଳାଳିଙ୍କ ଉନ୍ନତି ପାଇଁ ପଦକ୍ଷେପ ନିଆଯିବ’ <box>575 698 1095 732</box>
list-item: ୨୦ା୩– ୧ ଓ ୨ ନମ୍ବର ମ୍ୟାଚ ବିଜେତା <box>4 1653 156 1665</box>
ssa-title: ଜିଲ୍ଲା ପ୍ରକଳ୍ପ କାର୍ଯ୍ୟାଳୟ: ସର୍ବଶିକ୍ଷା ଅଭିଯାନ, ଝାରସୁଗୁଡ଼ା <box>1147 1053 1490 1069</box>
chess-photo-caption: ଭୁବନେଶ୍ୱରରେ ବୁଧବାର ଆୟୋଜିତ ସାମ୍ବାଦିକ ସମ୍ମିଳନୀରେ ଓଏସିଏର କର୍ମକର୍ତ୍ତାମାନେ । <box>580 1301 957 1314</box>
list-item: 2. The driver of the vehicle should have a valid commercial driving licence for driving light motor vehicles and should be sufficiently experienced in driving light motor vehicle. <box>1151 1762 1482 1810</box>
foreign-stars-box <box>762 740 942 1080</box>
press-photo-figures <box>575 1105 1130 1300</box>
tennis-headline: ଇଣ୍ଡିଆନ ୱେଲ୍ସ ଟେନିସ: ପେସ-ଷ୍ଟିପାନେକ, ସାନିଆ-ଭେସନିନା କ୍ୱାର୍ଟରରେ <box>1166 152 1469 200</box>
ad-code: 235- DSPL <box>592 2316 646 2328</box>
grandmaster-col2: ତିନୋଟି ଟୁର୍ଣ୍ଣାମେଣ୍ଟରେ ୩୦ଟି ରାଜ୍ୟ ଓ ୨୦ଟି ଦେଶର ଖେଳାଳି ଯୋଗ ଦେବେ । ଖେଳାଳିଙ୍କ ରହିବା ଓ ଖାଇବା ବ୍ୟବସ୍ଥା ଆୟୋଜକଙ୍କ ପକ୍ଷରୁ କରାଯିବ । ରାଜ୍ୟର ଯୁବ ଖେଳାଳିଙ୍କ ପାଇଁ ଏହା ଏକ ସୁବର୍ଣ୍ଣ ସୁଯୋଗ ହେବ ବୋଲି ସଂଘ ସମ୍ପାଦକ କହିଛନ୍ତି । ଏଥିସହ ମହିଳା ଖେଳାଳିଙ୍କ ପାଇଁ ସ୍ୱତନ୍ତ୍ର ପୁରସ୍କାର ରହିଛି । <box>950 741 1130 876</box>
university-body: ଭୁବନେଶ୍ୱର, ୧୪ା୩ (ସ୍ପୋର୍ଟସ ବ୍ୟୁରୋ)–ଏଠାରେ ଅନୁଷ୍ଠିତ ଉତ୍କଳ ୟୁନିଭର୍ସିଟି ପ୍ରିମିୟର ଲିଗ କ୍ରିକେଟ ଟୁର୍ଣ୍ଣାମେଣ୍ଟରେ ମ୍ୟାଥେମେଟିକ୍ସ ବିଭାଗ ଦଳ ଚାମ୍ପିୟନ ହୋଇଛି । ଫାଇନାଲରେ ମ୍ୟାଥେମେଟିକ୍ସ ଦଳ ଫିଜିକ୍ସ ଦଳକୁ ୩୨ ରନରେ ପରାସ୍ତ କରି ଟାଇଟଲ ହାସଲ କରିଛି । ପ୍ରଥମେ ବ୍ୟାଟିଂ କରି ମ୍ୟାଥେମେଟିକ୍ସ ଦଳ ନିର୍ଦ୍ଧାରିତ ୨୦ ଓଭରରେ ୧୫୬ ରନ କରିଥିଲା । ଜବାବରେ ଫିଜିକ୍ସ ଦଳ ୧୨୪ ରନରେ ଅଲଆଉଟ ହୋଇଥିଲା । ପୁରସ୍କାର ବିତରଣ ଉତ୍ସବରେ କୁଳପତି ମୁଖ୍ୟ ଅତିଥି ଭାବେ ଯୋଗ ଦେଇ ବିଜେତାଙ୍କୁ ଟ୍ରଫି ପ୍ରଦାନ କରିଥିଲେ । ମ୍ୟାନ ଅଫ ଦି ସିରିଜ ଭାବେ ଦିଲୀପ କୁମାର ସାହୁ ନିର୍ବାଚିତ ହୋଇଥିଲେ । ସମାପନୀ ଉତ୍ସବରେ ଅନେକ ଶିକ୍ଷକ ଓ ଛାତ୍ରଛାତ୍ରୀ ଉପସ୍ଥିତ ଥିଲେ । <box>362 1221 567 1494</box>
cm-paragraph-3: ଖାଉଟି ସୁରକ୍ଷା ସମ୍ପର୍କରେ ବ୍ୟାପକ ଜନ ସଚେତନତା ନିମନ୍ତେ ବିଭିନ୍ନ ଖାଉଟି ସଂଗଠନ ତଥା ଏହି ଆନ୍ଦୋଳନ ସହିତ ସମ୍ପୃକ୍ତ ବ୍ୟକ୍ତି ବିଶେଷ ଓ ଅନୁଷ୍ଠାନମାନଙ୍କୁ ସାମିଲ କରାଯିବାର ଆବଶ୍ୟକତା ରହିଛି । ଏତଦ୍‌ବ୍ୟତୀତ ସରକାରଙ୍କ ବିଭିନ୍ନ ବିଭାଗ ମଧ୍ୟରେ ସମନ୍ୱୟ ରକ୍ଷା କରି ଏହି ଆନ୍ଦୋଳନକୁ ଅଧିକ ଲୋକାଭିମୁଖୀ କରିବାର ପ୍ରୟାସ ମଧ୍ୟ ଜାରି ରହିଛି । <box>592 2099 1117 2173</box>
list-item: ୧୮ା୩– ଜିତ୍ ବନାମ ଆରଏସସି <box>4 1623 119 1635</box>
cup-box-broadcast-label: ପ୍ରସାରଣ: <box>477 360 555 381</box>
ssa-form-sign: ଅଭିଯୋଗକାରୀଙ୍କ ସ୍ୱାକ୍ଷର <box>1367 1488 1488 1501</box>
quotation-intro: No.52-P : Sealed quotations are invited from interested reputed Travel Agencies/Tour Operators for providing one AC/Non-AC Indica Diesel/Similar Type of vehicle which shall confirm to the following conditions for official use in Industries Department on monthly basis. <box>1151 1627 1487 1707</box>
list-item: ୩) ଅଭିଯୋଗର ବିବରଣୀ <box>1151 1490 1257 1503</box>
cup-box-broadcast-value: ନିଓ କ୍ରିକେଟ <box>560 360 654 381</box>
lead-body-col3: ବଦଳରେ ତୃତୀୟ ଦିନରେ ଖେଳିବାକୁ ଚାହୁଁଛି । ଏସିଆ କପ ଟ୍ରଫି ଜିତିବା ପାଇଁ ସମସ୍ତ ଦଳ ପ୍ରସ୍ତୁତ । ଶ୍ରୀଲଙ୍କା ଅଧିନାୟକ ଜୟବର୍ଦ୍ଧନେ ମ୍ୟାଚ ପୂର୍ବରୁ ସାମ୍ବାଦିକମାନଙ୍କୁ କହିଛନ୍ତି ଯେ ଦଳ ପୂର୍ବ ପରାଜୟରୁ ଶିକ୍ଷା ନେଇ ଭଲ ପ୍ରଦର୍ଶନ କରିବ । <box>383 401 563 519</box>
cup-box-start-label: ମ୍ୟାଚ ଆରମ୍ଭ: <box>438 326 556 347</box>
